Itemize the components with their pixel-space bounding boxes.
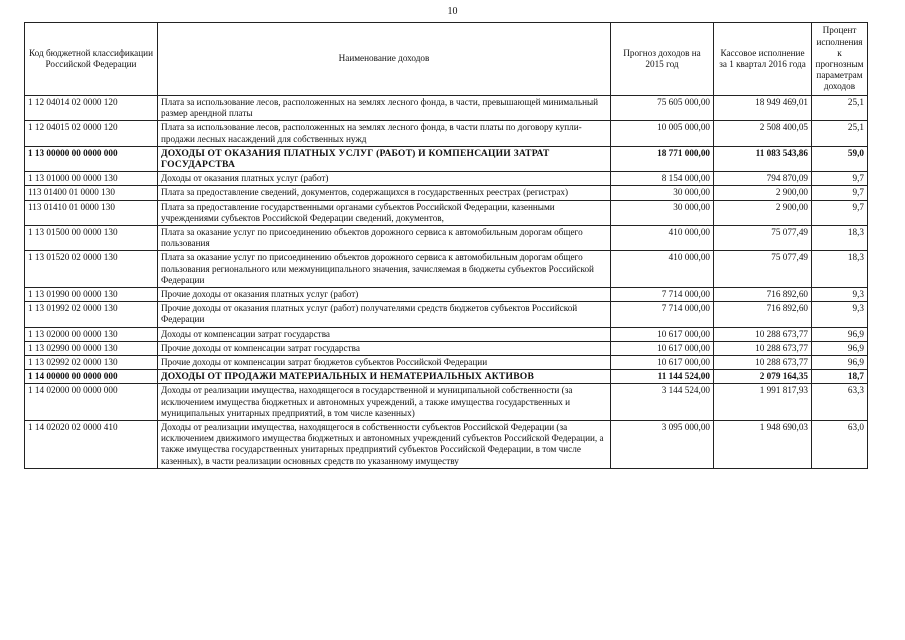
code-cell: 1 13 01992 02 0000 130 [25,302,158,327]
name-cell: Плата за предоставление государственными органами субъектов Российской Федерации, казенными учреждениями субъектов Российской Федерации сведений, документов, [158,200,611,225]
code-cell: 1 13 01000 00 0000 130 [25,172,158,186]
revenue-table [24,22,868,469]
forecast-cell: 30 000,00 [611,186,714,200]
cash-cell: 10 288 673,77 [714,356,812,370]
forecast-cell: 410 000,00 [611,226,714,251]
percent-cell: 63,0 [812,421,868,469]
code-cell: 1 13 00000 00 0000 000 [25,146,158,171]
forecast-cell: 10 617 000,00 [611,341,714,355]
percent-cell: 9,3 [812,302,868,327]
table-row [25,121,868,146]
code-cell: 1 12 04015 02 0000 120 [25,121,158,146]
table-row [25,341,868,355]
code-cell: 1 13 01520 02 0000 130 [25,251,158,288]
table-row [25,226,868,251]
name-cell: Плата за использование лесов, расположенных на землях лесного фонда, в части платы по договору купли-продажи лесных насаждений для собственных нужд [158,121,611,146]
forecast-cell: 3 144 524,00 [611,384,714,421]
cash-cell: 10 288 673,77 [714,341,812,355]
table-row [25,96,868,121]
cash-cell: 2 079 164,35 [714,370,812,384]
name-cell: Доходы от реализации имущества, находящегося в собственности субъектов Российской Федерации (за исключением движимого имущества бюджетных и автономных учреждений субъектов Российской Федерации, а также имущества государственных унитарных предприятий субъектов Российской Федерации, в том числе казенных), в части реализации основных средств по указанному имуществу [158,421,611,469]
percent-cell: 9,7 [812,172,868,186]
code-cell: 1 13 02000 00 0000 130 [25,327,158,341]
table-row [25,172,868,186]
header-code: Код бюджетной классификации Российской Федерации [25,23,158,96]
header-forecast: Прогноз доходов на 2015 год [611,23,714,96]
table-row [25,200,868,225]
table-row [25,251,868,288]
cash-cell: 794 870,09 [714,172,812,186]
forecast-cell: 10 617 000,00 [611,356,714,370]
forecast-cell: 18 771 000,00 [611,146,714,171]
table-row [25,421,868,469]
name-cell: ДОХОДЫ ОТ ПРОДАЖИ МАТЕРИАЛЬНЫХ И НЕМАТЕРИАЛЬНЫХ АКТИВОВ [158,370,611,384]
cash-cell: 2 508 400,05 [714,121,812,146]
table-header-row [25,23,868,96]
name-cell: Доходы от компенсации затрат государства [158,327,611,341]
cash-cell: 2 900,00 [714,186,812,200]
cash-cell: 1 991 817,93 [714,384,812,421]
name-cell: Прочие доходы от компенсации затрат бюджетов субъектов Российской Федерации [158,356,611,370]
code-cell: 1 13 02992 02 0000 130 [25,356,158,370]
name-cell: ДОХОДЫ ОТ ОКАЗАНИЯ ПЛАТНЫХ УСЛУГ (РАБОТ) И КОМПЕНСАЦИИ ЗАТРАТ ГОСУДАРСТВА [158,146,611,171]
name-cell: Прочие доходы от оказания платных услуг (работ) [158,288,611,302]
percent-cell: 9,7 [812,200,868,225]
table-row [25,356,868,370]
cash-cell: 1 948 690,03 [714,421,812,469]
cash-cell: 75 077,49 [714,226,812,251]
name-cell: Доходы от оказания платных услуг (работ) [158,172,611,186]
cash-cell: 11 083 543,86 [714,146,812,171]
cash-cell: 10 288 673,77 [714,327,812,341]
code-cell: 1 13 01500 00 0000 130 [25,226,158,251]
cash-cell: 716 892,60 [714,288,812,302]
percent-cell: 25,1 [812,96,868,121]
page-number: 10 [447,6,458,17]
forecast-cell: 10 617 000,00 [611,327,714,341]
cash-cell: 716 892,60 [714,302,812,327]
percent-cell: 96,9 [812,356,868,370]
table-row [25,370,868,384]
percent-cell: 96,9 [812,327,868,341]
header-name: Наименование доходов [158,23,611,96]
code-cell: 1 14 02000 00 0000 000 [25,384,158,421]
forecast-cell: 11 144 524,00 [611,370,714,384]
table-row [25,384,868,421]
percent-cell: 18,3 [812,251,868,288]
name-cell: Плата за оказание услуг по присоединению объектов дорожного сервиса к автомобильным дорогам общего пользования [158,226,611,251]
percent-cell: 9,7 [812,186,868,200]
percent-cell: 96,9 [812,341,868,355]
code-cell: 1 14 02020 02 0000 410 [25,421,158,469]
code-cell: 113 01410 01 0000 130 [25,200,158,225]
forecast-cell: 75 605 000,00 [611,96,714,121]
forecast-cell: 10 005 000,00 [611,121,714,146]
code-cell: 1 14 00000 00 0000 000 [25,370,158,384]
name-cell: Доходы от реализации имущества, находящегося в государственной и муниципальной собственности (за исключением имущества бюджетных и автономных учреждений, а также имущества государственных и муниципальных унитарных предприятий, в том числе казенных) [158,384,611,421]
table-row [25,327,868,341]
code-cell: 1 12 04014 02 0000 120 [25,96,158,121]
cash-cell: 75 077,49 [714,251,812,288]
forecast-cell: 8 154 000,00 [611,172,714,186]
code-cell: 1 13 02990 00 0000 130 [25,341,158,355]
name-cell: Прочие доходы от оказания платных услуг (работ) получателями средств бюджетов субъектов Российской Федерации [158,302,611,327]
percent-cell: 63,3 [812,384,868,421]
code-cell: 1 13 01990 00 0000 130 [25,288,158,302]
table-row [25,186,868,200]
percent-cell: 25,1 [812,121,868,146]
cash-cell: 2 900,00 [714,200,812,225]
table-row [25,146,868,171]
percent-cell: 18,3 [812,226,868,251]
code-cell: 113 01400 01 0000 130 [25,186,158,200]
percent-cell: 59,0 [812,146,868,171]
percent-cell: 18,7 [812,370,868,384]
forecast-cell: 7 714 000,00 [611,302,714,327]
table-row [25,302,868,327]
forecast-cell: 7 714 000,00 [611,288,714,302]
percent-cell: 9,3 [812,288,868,302]
header-cash: Кассовое исполнение за 1 квартал 2016 года [714,23,812,96]
forecast-cell: 410 000,00 [611,251,714,288]
header-percent: Процент исполнения к прогнозным параметрам доходов [812,23,868,96]
cash-cell: 18 949 469,01 [714,96,812,121]
forecast-cell: 30 000,00 [611,200,714,225]
name-cell: Плата за использование лесов, расположенных на землях лесного фонда, в части, превышающей минимальный размер арендной платы [158,96,611,121]
table-row [25,288,868,302]
name-cell: Прочие доходы от компенсации затрат государства [158,341,611,355]
name-cell: Плата за предоставление сведений, документов, содержащихся в государственных реестрах (регистрах) [158,186,611,200]
name-cell: Плата за оказание услуг по присоединению объектов дорожного сервиса к автомобильным дорогам общего пользования регионального или межмуниципального значения, зачисляемая в бюджеты субъектов Российской Федерации [158,251,611,288]
forecast-cell: 3 095 000,00 [611,421,714,469]
